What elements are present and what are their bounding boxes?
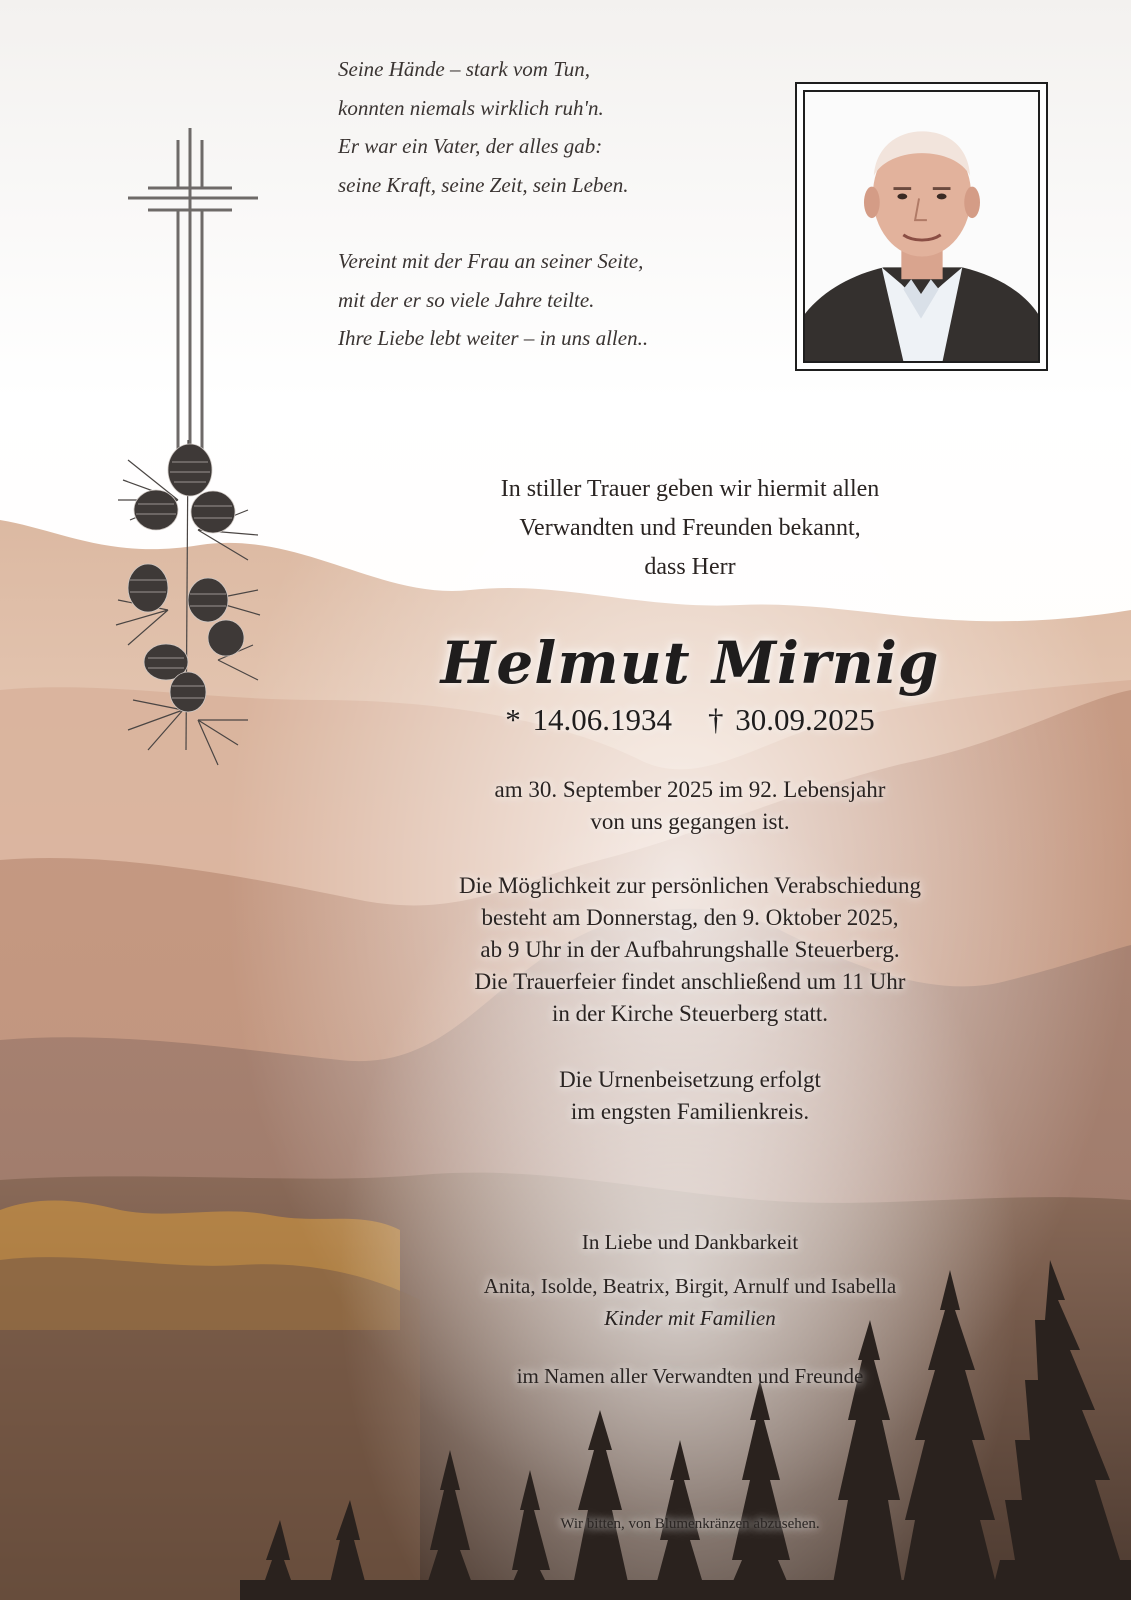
birth-date: * 14.06.1934 [505,702,672,737]
announcement-line: In stiller Trauer geben wir hiermit allen [500,476,880,502]
farewell-line: ab 9 Uhr in der Aufbahrungshalle Steuerberg. [480,937,900,962]
deceased-name: Helmut Mirnig [440,629,940,697]
poem-line: Er war ein Vater, der alles gab: [338,134,603,158]
poem-line: seine Kraft, seine Zeit, sein Leben. [338,172,629,197]
farewell-line: Die Möglichkeit zur persönlichen Verabschiedung [459,873,921,898]
urn-line: im engsten Familienkreis. [570,1099,810,1124]
poem-line: Vereint mit der Frau an seiner Seite, [338,249,644,273]
mourners-intro: In Liebe und Dankbarkeit [581,1230,799,1254]
portrait-image [805,92,1038,361]
announcement-line: Verwandten und Freunden bekannt, [519,515,861,541]
mourners [400,1226,980,1392]
portrait-photo [803,90,1040,363]
poem-line: mit der er so viele Jahre teilte. [338,287,595,312]
cross-icon [128,128,258,458]
farewell-line: in der Kirche Steuerberg statt. [551,1001,829,1026]
urn-line: Die Urnenbeisetzung erfolgt [559,1067,821,1092]
poem-line: konnten niemals wirklich ruh'n. [338,95,604,120]
poem-line: Seine Hände – stark vom Tun, [338,57,590,81]
flower-note: Wir bitten, von Blumenkränzen abzusehen. [560,1516,820,1532]
death-date: † 30.09.2025 [708,702,875,737]
mourners-closing: im Namen aller Verwandten und Freunde [516,1364,864,1388]
poem [338,50,758,358]
passing-text [400,774,980,838]
mourners-relation: Kinder mit Familien [604,1306,776,1330]
farewell-info [400,870,980,1030]
passing-line: von uns gegangen ist. [590,809,790,834]
mourners-names: Anita, Isolde, Beatrix, Birgit, Arnulf und Isabella [483,1274,897,1298]
announcement [400,470,980,587]
poem-line: Ihre Liebe lebt weiter – in uns allen.. [338,326,649,350]
announcement-line: dass Herr [644,554,736,580]
farewell-line: besteht am Donnerstag, den 9. Oktober 2025, [481,905,899,930]
farewell-line: Die Trauerfeier findet anschließend um 11 Uhr [474,969,906,994]
urn-info [400,1064,980,1128]
portrait-frame [795,82,1048,371]
life-dates [400,700,980,740]
passing-line: am 30. September 2025 im 92. Lebensjahr [494,777,886,802]
pinecone-branch-icon [108,440,268,780]
